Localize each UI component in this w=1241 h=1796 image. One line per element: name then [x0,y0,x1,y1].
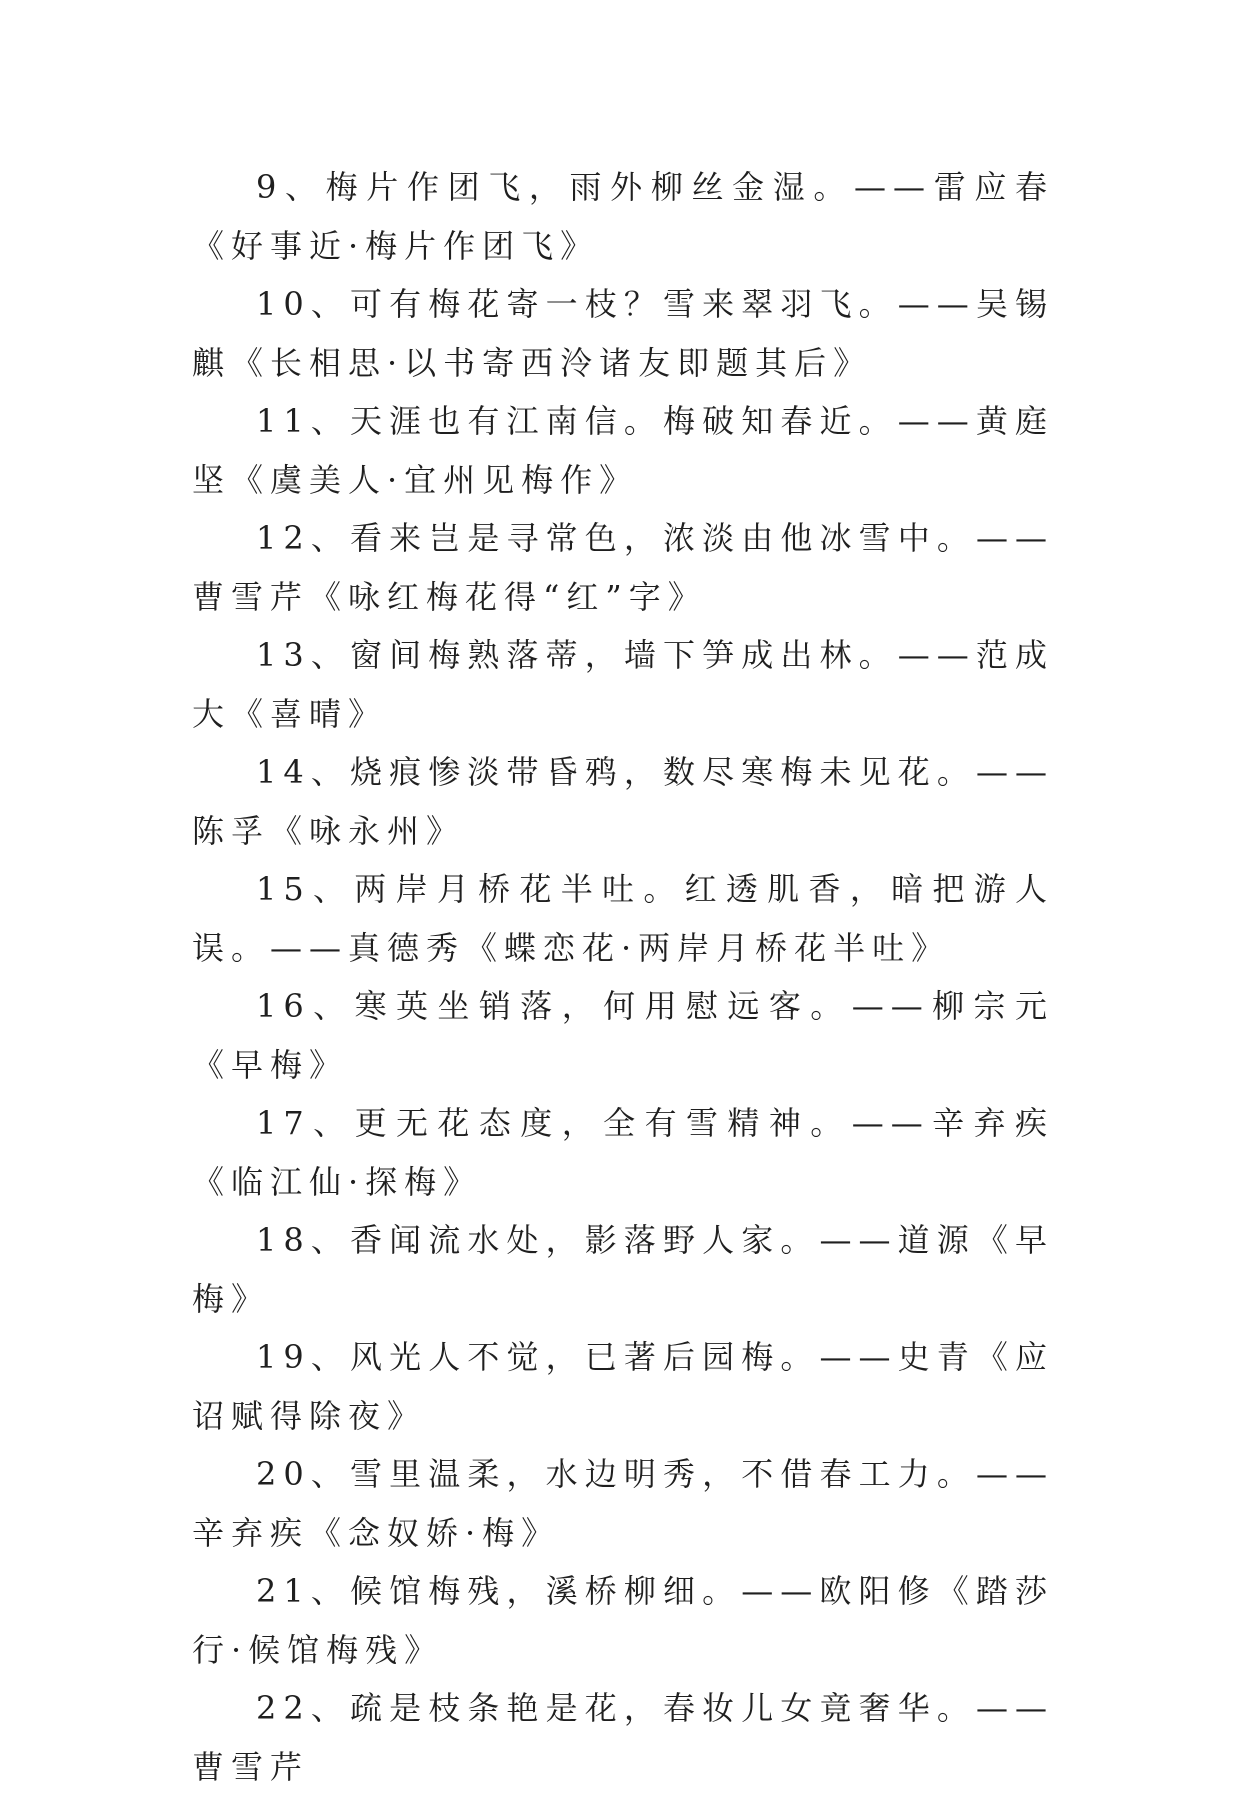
list-item: 14、烧痕惨淡带昏鸦，数尽寒梅未见花。——陈孚《咏永州》 [192,753,1054,850]
list-item: 9、梅片作团飞，雨外柳丝金湿。——雷应春《好事近·梅片作团飞》 [192,168,1054,265]
list-item: 15、两岸月桥花半吐。红透肌香，暗把游人误。——真德秀《蝶恋花·两岸月桥花半吐》 [192,870,1054,967]
list-item: 18、香闻流水处，影落野人家。——道源《早梅》 [192,1221,1054,1318]
list-item: 17、更无花态度，全有雪精神。——辛弃疾《临江仙·探梅》 [192,1104,1054,1201]
document-body [192,158,1054,1796]
list-item: 20、雪里温柔，水边明秀，不借春工力。——辛弃疾《念奴娇·梅》 [192,1455,1054,1552]
list-item: 11、天涯也有江南信。梅破知春近。——黄庭坚《虞美人·宜州见梅作》 [192,402,1054,499]
list-item: 10、可有梅花寄一枝？雪来翠羽飞。——吴锡麒《长相思·以书寄西泠诸友即题其后》 [192,285,1054,382]
list-item: 19、风光人不觉，已著后园梅。——史青《应诏赋得除夜》 [192,1338,1054,1435]
list-item: 22、疏是枝条艳是花，春妆儿女竟奢华。——曹雪芹 [192,1689,1054,1786]
list-item: 21、候馆梅残，溪桥柳细。——欧阳修《踏莎行·候馆梅残》 [192,1572,1054,1669]
list-item: 16、寒英坐销落，何用慰远客。——柳宗元《早梅》 [192,987,1054,1084]
list-item: 12、看来岂是寻常色，浓淡由他冰雪中。——曹雪芹《咏红梅花得“红”字》 [192,519,1054,616]
list-item: 13、窗间梅熟落蒂，墙下笋成出林。——范成大《喜晴》 [192,636,1054,733]
